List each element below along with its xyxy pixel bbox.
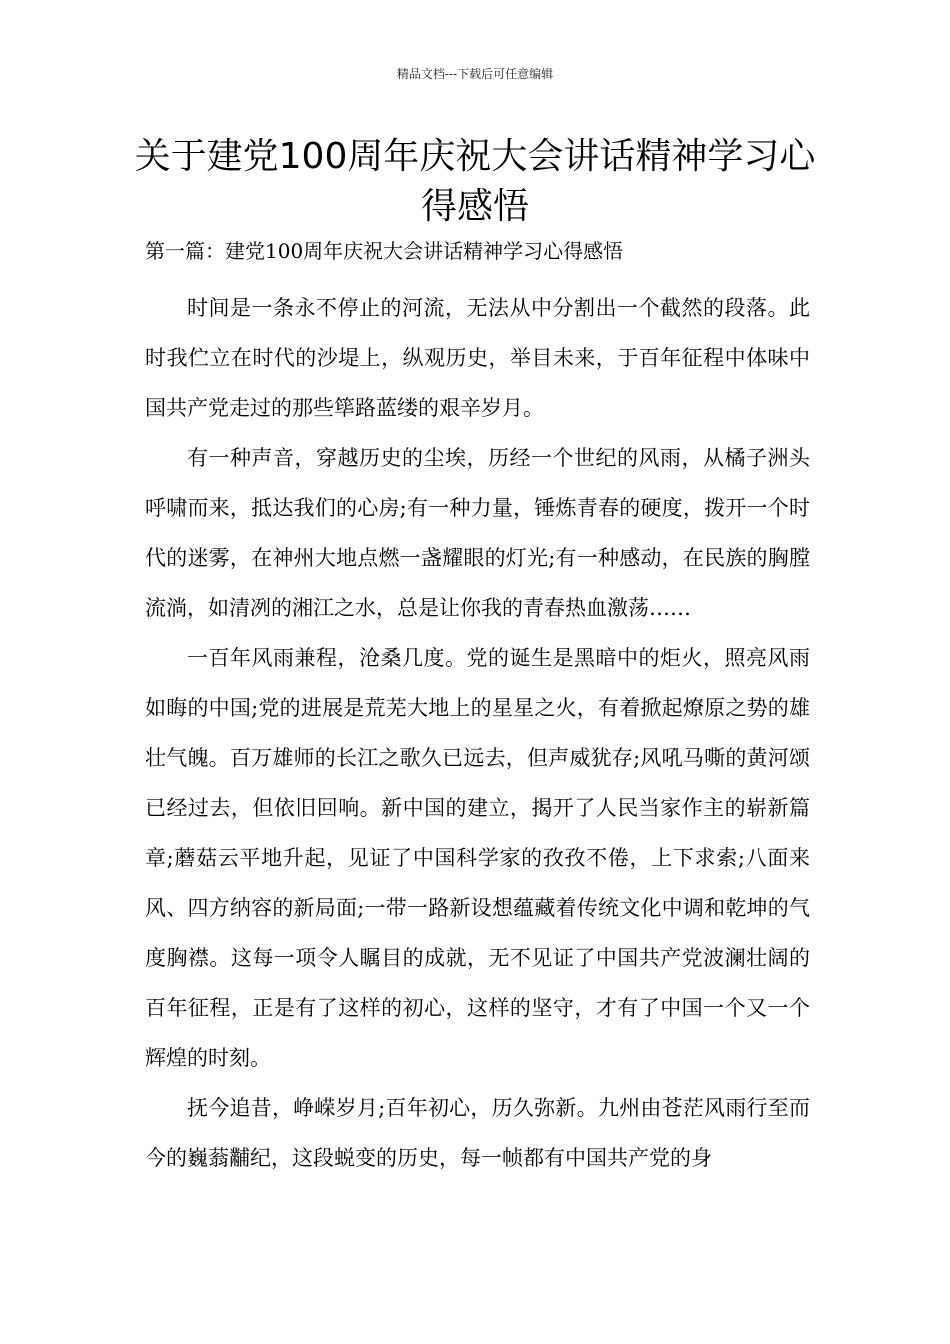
paragraph-2: 有一种声音，穿越历史的尘埃，历经一个世纪的风雨，从橘子洲头呼啸而来，抵达我们的心房;有一种力量，锤炼青春的硬度，拨开一个时代的迷雾，在神州大地点燃一盏耀眼的灯光;有一种感动，在民族的胸膛流淌，如清冽的湘江之水，总是让你我的青春热血激荡…… xyxy=(145,446,810,620)
paragraph-4: 抚今追昔，峥嵘岁月;百年初心，历久弥新。九州由苍茫风雨行至而今的巍蓊黼纪，这段蜕变的历史，每一帧都有中国共产党的身 xyxy=(145,1096,810,1170)
document-body xyxy=(145,283,810,1183)
paragraph-1: 时间是一条永不停止的河流，无法从中分割出一个截然的段落。此时我伫立在时代的沙堤上，纵观历史，举目未来，于百年征程中体味中国共产党走过的那些筚路蓝缕的艰辛岁月。 xyxy=(145,296,810,420)
section-heading: 第一篇：建党100周年庆祝大会讲话精神学习心得感悟 xyxy=(145,239,624,263)
paragraph-3: 一百年风雨兼程，沧桑几度。党的诞生是黑暗中的炬火，照亮风雨如晦的中国;党的进展是荒芜大地上的星星之火，有着掀起燎原之势的雄壮气魄。百万雄师的长江之歌久已远去，但声威犹存;风吼马嘶的黄河颂已经过去，但依旧回响。新中国的建立，揭开了人民当家作主的崭新篇章;蘑菇云平地升起，见证了中国科学家的孜孜不倦，上下求索;八面来风、四方纳容的新局面;一带一路新设想蕴藏着传统文化中调和乾坤的气度胸襟。这每一项令人瞩目的成就，无不见证了中国共产党波澜壮阔的百年征程，正是有了这样的初心，这样的坚守，才有了中国一个又一个辉煌的时刻。 xyxy=(145,646,810,1070)
header-note: 精品文档---下载后可任意编辑 xyxy=(396,67,554,81)
document-title: 关于建党100周年庆祝大会讲话精神学习心得感悟 xyxy=(134,136,816,227)
